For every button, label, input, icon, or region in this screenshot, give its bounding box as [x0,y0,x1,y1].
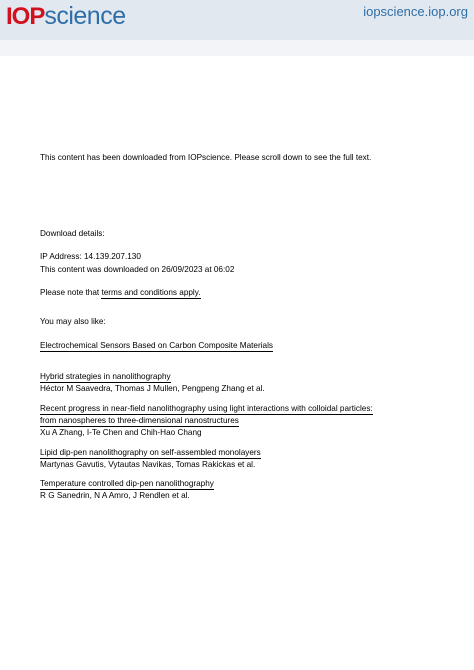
logo-iop-text: IOP [6,3,45,30]
related-article [40,372,171,381]
related-article-authors: R G Sanedrin, N A Amro, J Rendlen et al. [40,491,190,500]
related-article-authors: Héctor M Saavedra, Thomas J Mullen, Pengpeng Zhang et al. [40,384,265,393]
download-date: This content was downloaded on 26/09/2023 at 06:02 [40,265,235,274]
related-article-title[interactable]: Electrochemical Sensors Based on Carbon Composite Materials [40,341,273,350]
related-article [40,479,214,488]
related-article-title[interactable]: Recent progress in near-field nanolithography using light interactions with colloidal particles: [40,404,373,413]
related-article-authors: Martynas Gavutis, Vytautas Navikas, Tomas Rakickas et al. [40,460,256,469]
related-article-title-line2[interactable]: from nanospheres to three-dimensional nanostructures [40,416,239,425]
related-article-authors: Xu A Zhang, I-Te Chen and Chih-Hao Chang [40,428,202,437]
logo-science-text: science [44,2,126,30]
related-article [40,341,273,350]
related-article [40,416,239,425]
header-bar [0,0,474,40]
related-article-title[interactable]: Lipid dip-pen nanolithography on self-assembled monolayers [40,448,261,457]
related-article-title[interactable]: Hybrid strategies in nanolithography [40,372,171,381]
terms-notice [40,288,201,297]
terms-link[interactable]: terms and conditions apply. [101,288,201,297]
related-article [40,404,373,413]
ip-address: IP Address: 14.139.207.130 [40,252,141,261]
also-like-heading: You may also like: [40,317,106,326]
download-notice: This content has been downloaded from IOPscience. Please scroll down to see the full text. [40,153,372,162]
related-article-title[interactable]: Temperature controlled dip-pen nanolithography [40,479,214,488]
download-details-heading: Download details: [40,229,105,238]
iopscience-logo[interactable] [6,2,126,30]
header-band [0,40,474,56]
terms-prefix: Please note that [40,288,102,297]
site-link[interactable]: iopscience.iop.org [363,4,468,19]
related-article [40,448,261,457]
